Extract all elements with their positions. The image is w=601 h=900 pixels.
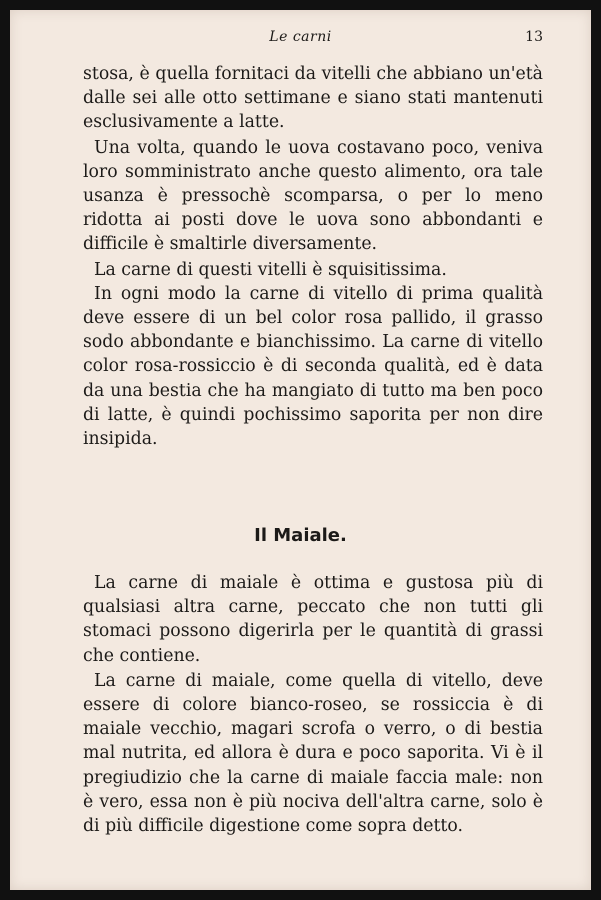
body-text-bottom [83,571,543,838]
paragraph: Una volta, quando le uova costavano poco, veniva loro somministrato anche questo alimento, ora tale usanza è pressochè scomparsa, o per lo meno ridotta ai posti dove le uova sono abbondanti e difficile è smaltirle diversamente. [83,137,543,255]
paragraph: La carne di maiale, come quella di vitello, deve essere di colore bianco-roseo, se rossiccia è di maiale vecchio, magari scrofa o verro, o di bestia mal nutrita, ed allora è dura e poco saporita. Vi è il pregiudizio che la carne di maiale faccia male: non è vero, essa non è più nociva dell'altra carne, solo è di più difficile digestione come sopra detto. [83,670,543,837]
book-page [10,10,591,890]
running-title: Le carni [269,29,332,45]
paragraph: stosa, è quella fornitaci da vitelli che abbiano un'età dalle sei alle otto settimane e siano stati mantenuti esclusivamente a latte. [83,64,543,133]
body-text-top [83,62,543,451]
paragraph: La carne di questi vitelli è squisitissima. [94,259,447,280]
section-heading: Il Maiale. [254,525,347,546]
page-number: 13 [525,29,543,45]
paragraph: In ogni modo la carne di vitello di prima qualità deve essere di un bel color rosa pallido, il grasso sodo abbondante e bianchissimo. La carne di vitello color rosa-rossiccio è di seconda qualità, ed è data da una bestia che ha mangiato di tutto ma ben poco di latte, è quindi pochissimo saporita per non dire insipida. [83,283,543,450]
running-head [10,29,591,49]
paragraph: La carne di maiale è ottima e gustosa più di qualsiasi altra carne, peccato che non tutti gli stomaci possono digerirla per le quantità di grassi che contiene. [83,573,543,666]
